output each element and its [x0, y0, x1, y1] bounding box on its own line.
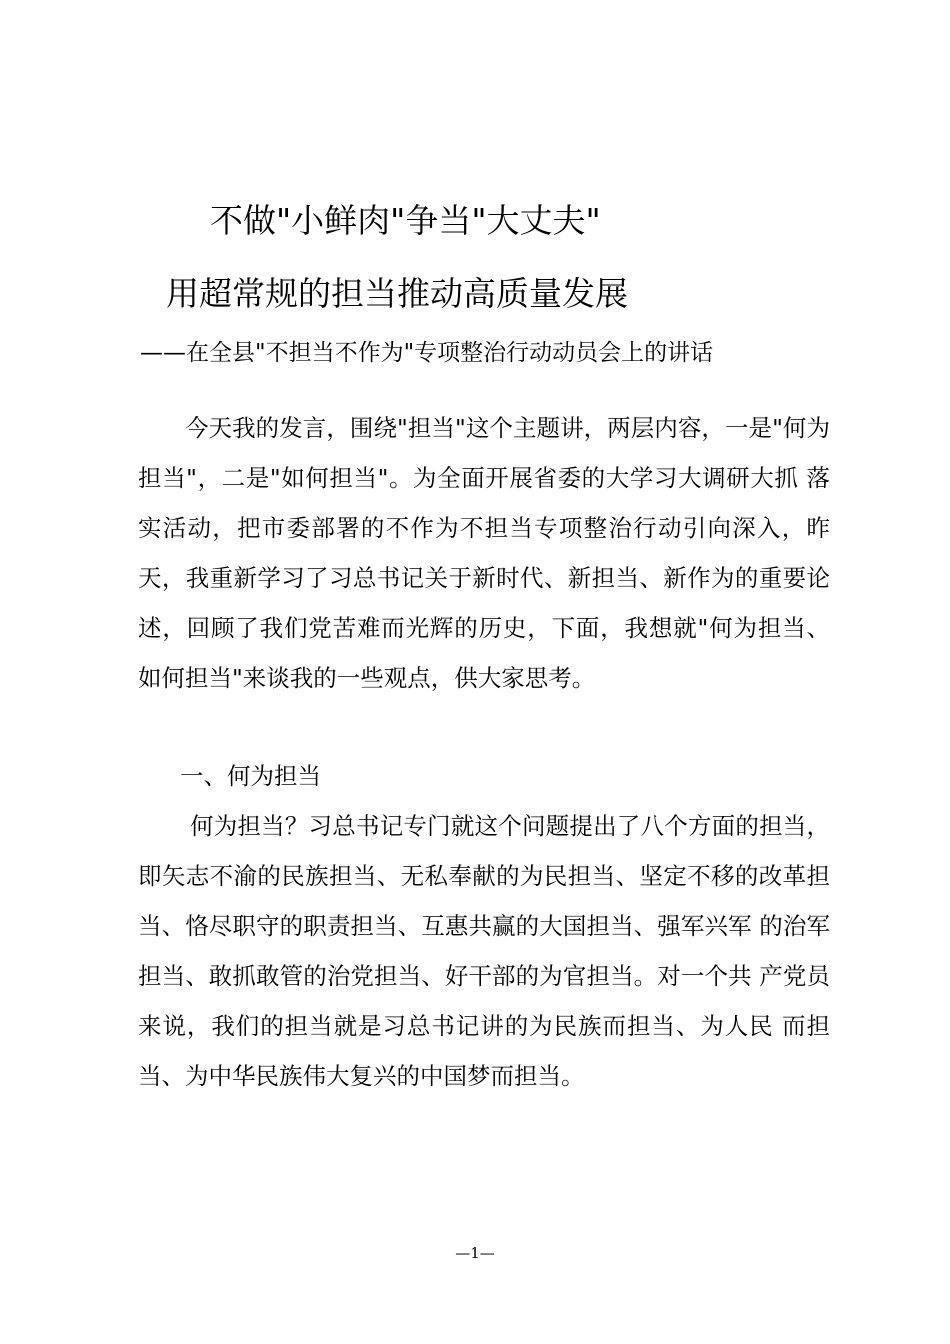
- section-heading-1: 一、何为担当: [180, 762, 321, 790]
- title-line-2: 用超常规的担当推动高质量发展: [166, 274, 628, 313]
- paragraph-what-is-responsibility: 何为担当？习总书记专门就这个问题提出了八个方面的担当，即矢志不渝的民族担当、无私奉献的为民担当、坚定不移的改革担当、恪尽职守的职责担当、互惠共赢的大国担当、强军兴军 的治军担当、敢抓敢管的治党担当、好干部的为官担当。对一个共 产党员来说，我们的担当就是习总书记讲的为民族而担当、为人民 而担当、为中华民族伟大复兴的中国梦而担当。: [138, 812, 830, 1090]
- paragraph-intro: 今天我的发言，围绕"担当"这个主题讲，两层内容，一是"何为担当"，二是"如何担当"。为全面开展省委的大学习大调研大抓 落实活动，把市委部署的不作为不担当专项整治行动引向深入，昨 天，我重新学习了习总书记关于新时代、新担当、新作为的重要论 述，回顾了我们党苦难而光辉的历史，下面，我想就"何为担当、如何担当"来谈我的一些观点，供大家思考。: [138, 414, 830, 692]
- title-line-1: 不做"小鲜肉"争当"大丈夫": [210, 201, 601, 240]
- page-number: —1—: [455, 1244, 495, 1262]
- subtitle: ——在全县"不担当不作为"专项整治行动动员会上的讲话: [140, 340, 714, 366]
